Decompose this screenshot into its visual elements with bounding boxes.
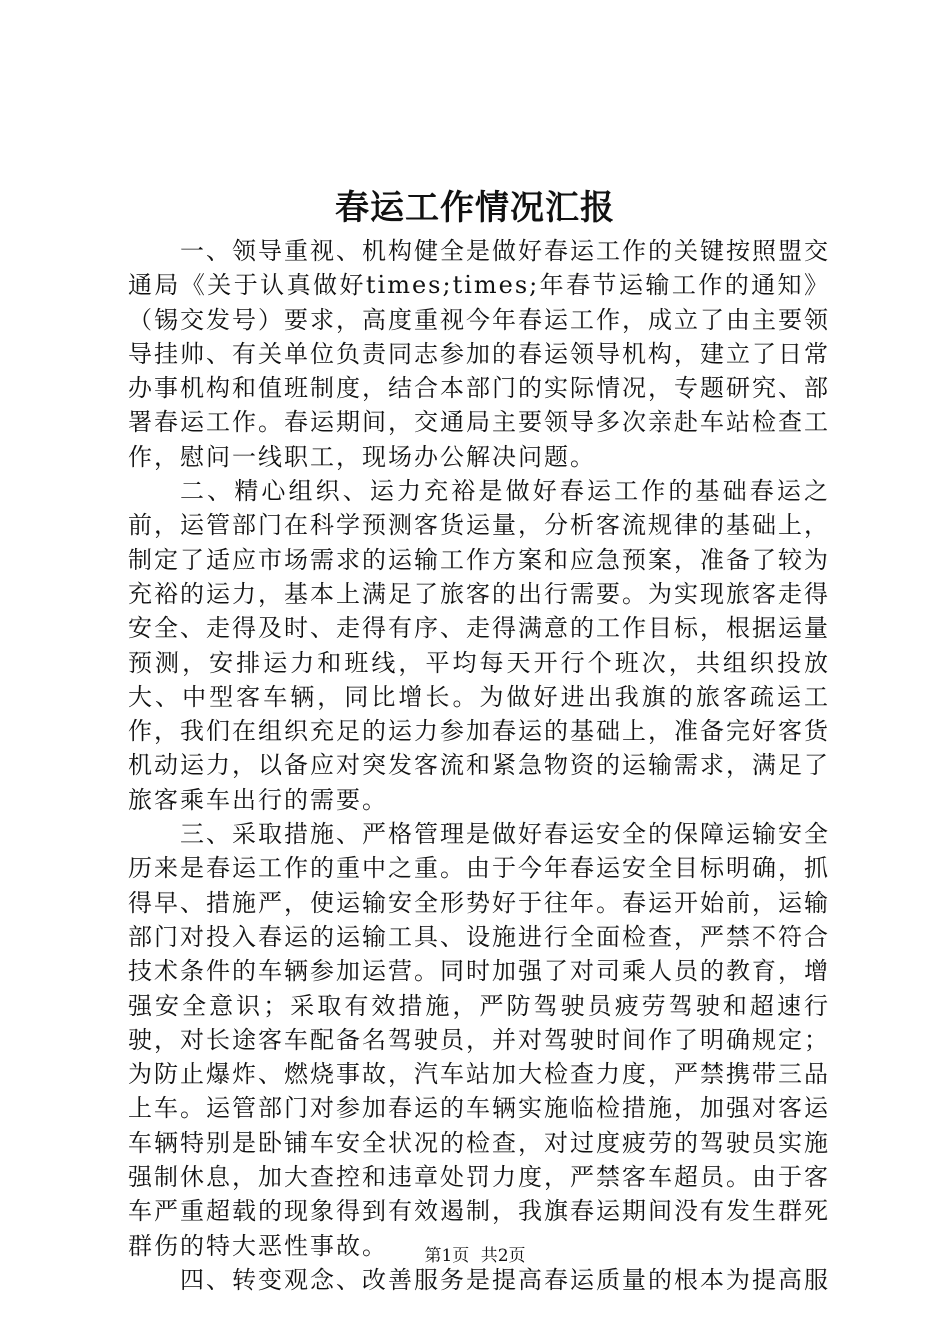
page-footer [0, 1244, 950, 1268]
document-title: 春运工作情况汇报 [335, 188, 615, 228]
paragraph-4: 四、转变观念、改善服务是提高春运质量的根本为提高服 [180, 1265, 830, 1294]
paragraph-3: 三、采取措施、严格管理是做好春运安全的保障运输安全历来是春运工作的重中之重。由于今年春运安全目标明确，抓得早、措施严，使运输安全形势好于往年。春运开始前，运输部门对投入春运的运输工具、设施进行全面检查，严禁不符合技术条件的车辆参加运营。同时加强了对司乘人员的教育，增强安全意识；采取有效措施，严防驾驶员疲劳驾驶和超速行驶，对长途客车配备名驾驶员，并对驾驶时间作了明确规定；为防止爆炸、燃烧事故，汽车站加大检查力度，严禁携带三品上车。运管部门对参加春运的车辆实施临检措施，加强对客运车辆特别是卧铺车安全状况的检查，对过度疲劳的驾驶员实施强制休息，加大查控和违章处罚力度，严禁客车超员。由于客车严重超载的现象得到有效遏制，我旗春运期间没有发生群死群伤的特大恶性事故。 [128, 820, 830, 1260]
paragraph-2: 二、精心组织、运力充裕是做好春运工作的基础春运之前，运管部门在科学预测客货运量，分析客流规律的基础上，制定了适应市场需求的运输工作方案和应急预案，准备了较为充裕的运力，基本上满足了旅客的出行需要。为实现旅客走得安全、走得及时、走得有序、走得满意的工作目标，根据运量预测，安排运力和班线，平均每天开行个班次，共组织投放大、中型客车辆，同比增长。为做好进出我旗的旅客疏运工作，我们在组织充足的运力参加春运的基础上，准备完好客货机动运力，以备应对突发客流和紧急物资的运输需求，满足了旅客乘车出行的需要。 [128, 477, 830, 814]
paragraph-1: 一、领导重视、机构健全是做好春运工作的关键按照盟交通局《关于认真做好times;times;年春节运输工作的通知》（锡交发号）要求，高度重视今年春运工作，成立了由主要领导挂帅、有关单位负责同志参加的春运领导机构，建立了日常办事机构和值班制度，结合本部门的实际情况，专题研究、部署春运工作。春运期间，交通局主要领导多次亲赴车站检查工作，慰问一线职工，现场办公解决问题。 [128, 237, 830, 471]
page-number-current: 第1页 [424, 1246, 470, 1266]
document-body [128, 234, 830, 1297]
page-number-total: 共2页 [480, 1246, 526, 1266]
